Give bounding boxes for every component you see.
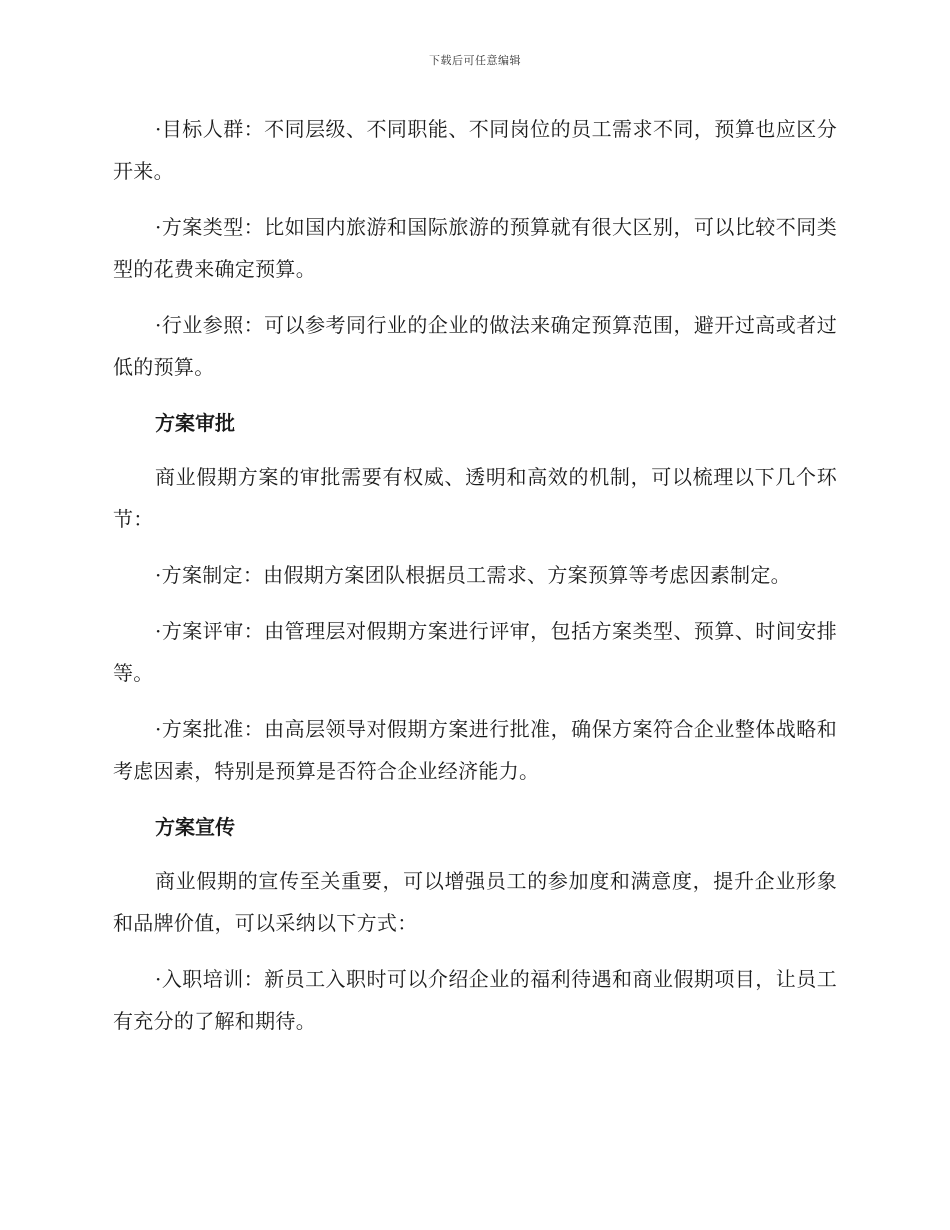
page-header: 下载后可任意编辑 xyxy=(429,54,521,67)
bullet-onboarding-training: ·入职培训：新员工入职时可以介绍企业的福利待遇和商业假期项目，让员工有充分的了解和期待。 xyxy=(113,967,837,1033)
bullet-plan-approval: ·方案批准：由高层领导对假期方案进行批准，确保方案符合企业整体战略和考虑因素，特别是预算是否符合企业经济能力。 xyxy=(113,717,837,783)
bullet-target-group: ·目标人群：不同层级、不同职能、不同岗位的员工需求不同，预算也应区分开来。 xyxy=(113,117,837,183)
approval-intro-paragraph: 商业假期方案的审批需要有权威、透明和高效的机制，可以梳理以下几个环节： xyxy=(113,465,837,531)
bullet-industry-reference: ·行业参照：可以参考同行业的企业的做法来确定预算范围，避开过高或者过低的预算。 xyxy=(113,313,837,379)
section-heading-promotion: 方案宣传 xyxy=(155,815,235,839)
bullet-plan-type: ·方案类型：比如国内旅游和国际旅游的预算就有很大区别，可以比较不同类型的花费来确定预算。 xyxy=(113,215,837,281)
bullet-plan-review: ·方案评审：由管理层对假期方案进行评审，包括方案类型、预算、时间安排等。 xyxy=(113,619,837,685)
bullet-plan-formulation: ·方案制定：由假期方案团队根据员工需求、方案预算等考虑因素制定。 xyxy=(155,563,791,587)
section-heading-approval: 方案审批 xyxy=(155,411,235,435)
document-body xyxy=(113,108,837,1056)
promotion-intro-paragraph: 商业假期的宣传至关重要，可以增强员工的参加度和满意度，提升企业形象和品牌价值，可以采纳以下方式： xyxy=(113,869,837,935)
